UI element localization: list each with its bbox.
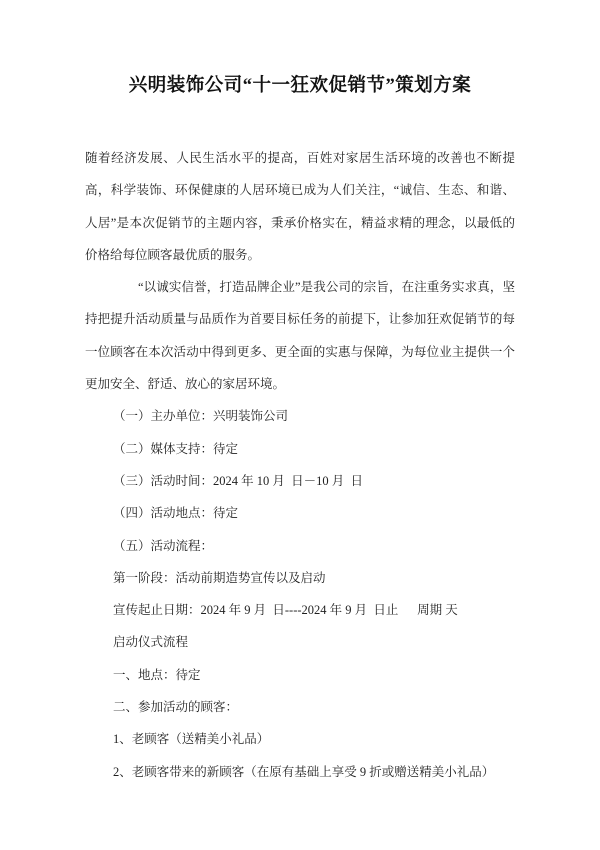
- item-media-support: （二）媒体支持：待定: [113, 441, 239, 456]
- customer-type-old: 1、老顾客（送精美小礼品）: [113, 732, 270, 747]
- document-body: [85, 142, 515, 788]
- item-event-process-heading: （五）活动流程：: [113, 538, 214, 553]
- item-host-organizer: （一）主办单位：兴明装饰公司: [113, 409, 289, 424]
- document-title: 兴明装饰公司“十一狂欢促销节”策划方案: [128, 76, 472, 96]
- phase-one-heading: 第一阶段：活动前期造势宣传以及启动: [113, 570, 326, 585]
- participating-customers-heading: 二、参加活动的顾客：: [113, 700, 239, 715]
- customer-type-new: 2、老顾客带来的新顾客（在原有基础上享受 9 折或赠送精美小礼品）: [113, 764, 495, 779]
- launch-ceremony-heading: 启动仪式流程: [113, 635, 189, 650]
- launch-location: 一、地点：待定: [113, 667, 201, 682]
- intro-paragraph: 随着经济发展、人民生活水平的提高，百姓对家居生活环境的改善也不断提高，科学装饰、环保健康的人居环境已成为人们关注，“诚信、生态、和谐、人居”是本次促销节的主题内容，秉承价格实在，精益求精的理念，以最低的价格给每位顾客最优质的服务。: [85, 151, 515, 262]
- item-event-location: （四）活动地点：待定: [113, 506, 239, 521]
- promotion-date-range: 宣传起止日期：2024 年 9 月 日----2024 年 9 月 日止 周期 天: [113, 603, 458, 618]
- item-event-time: （三）活动时间：2024 年 10 月 日－10 月 日: [113, 473, 364, 488]
- mission-paragraph: “以诚实信誉，打造品牌企业”是我公司的宗旨，在注重务实求真，坚持把提升活动质量与品质作为首要目标任务的前提下，让参加狂欢促销节的每一位顾客在本次活动中得到更多、更全面的实惠与保障，为每位业主提供一个更加安全、舒适、放心的家居环境。: [85, 280, 515, 392]
